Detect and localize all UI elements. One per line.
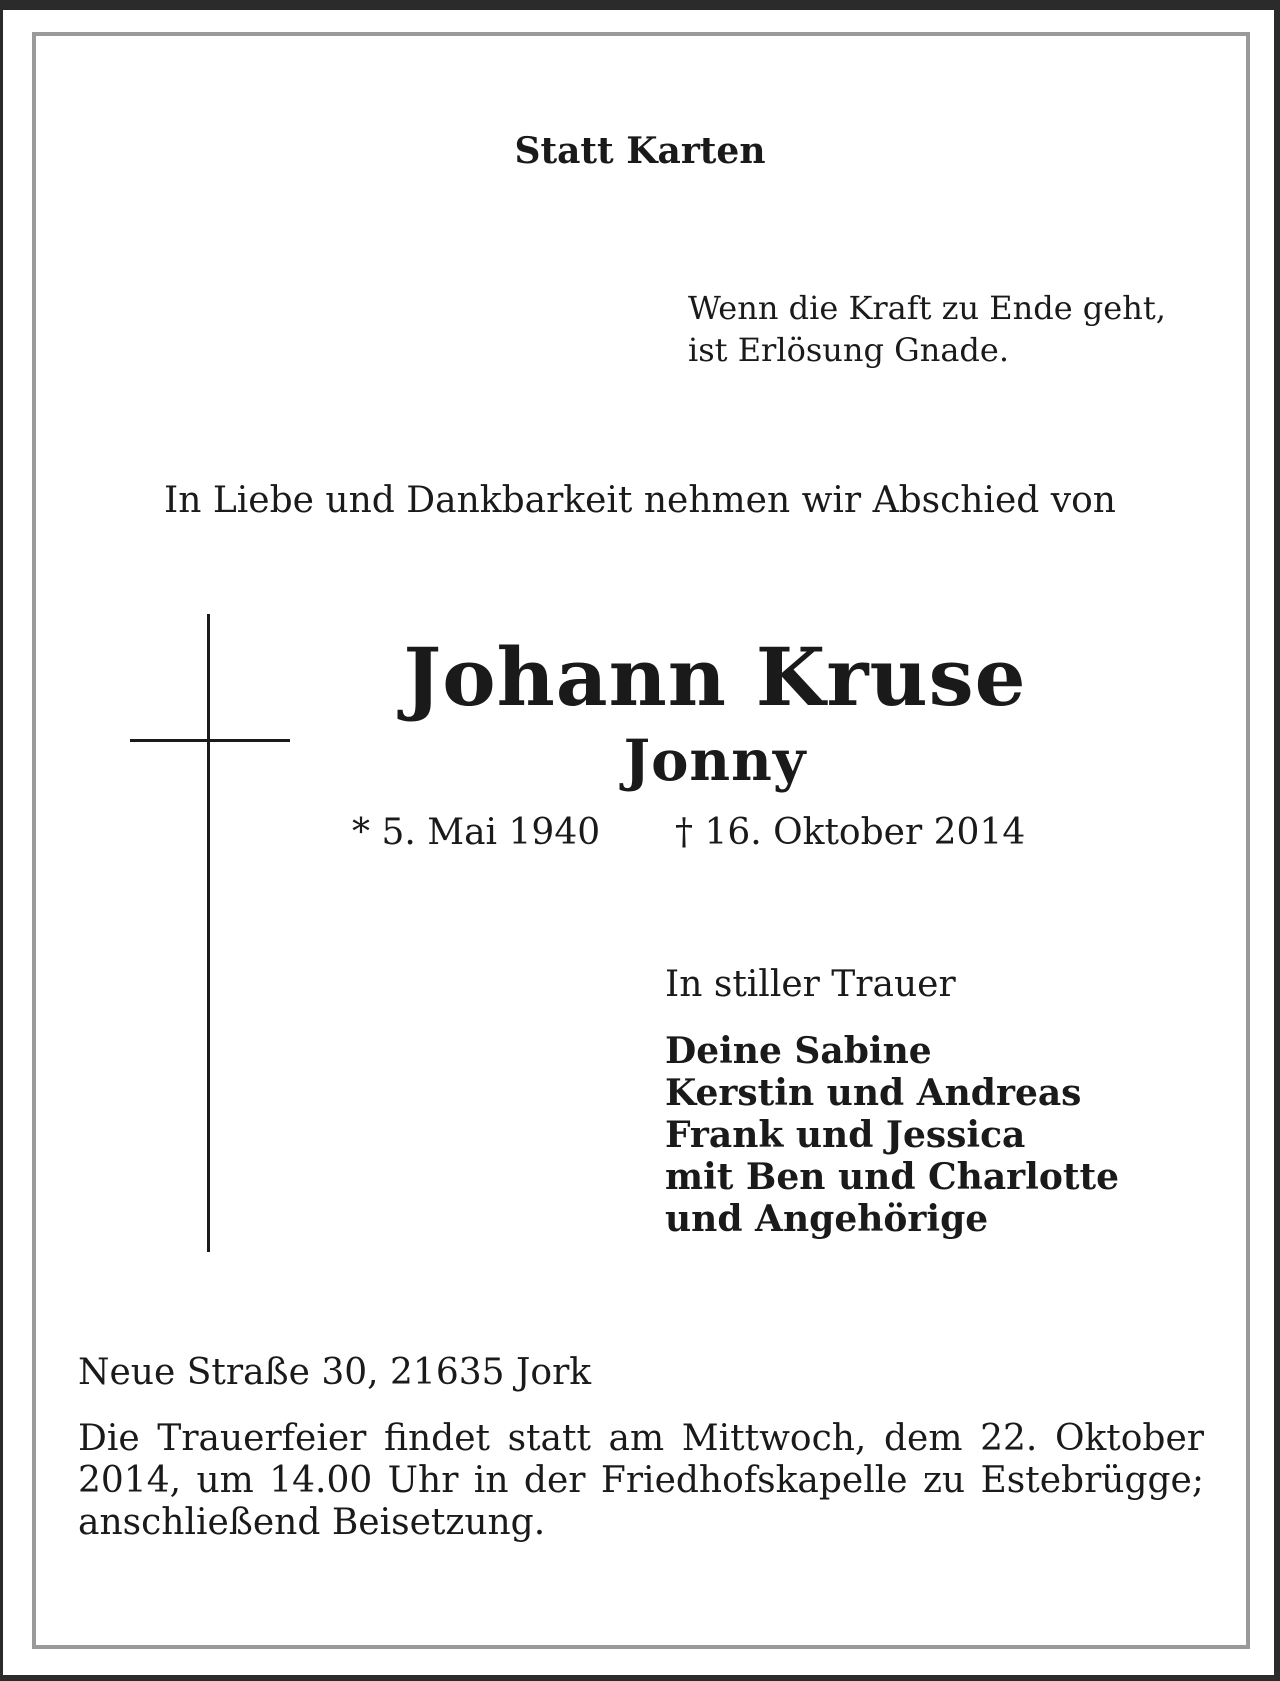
mourner-name: Kerstin und Andreas bbox=[665, 1072, 1082, 1114]
mourner-list bbox=[665, 1030, 1119, 1240]
intro-text: In Liebe und Dankbarkeit nehmen wir Abschied von bbox=[164, 480, 1116, 521]
mourner-name: Frank und Jessica bbox=[665, 1114, 1026, 1156]
deceased-name: Johann Kruse bbox=[403, 630, 1027, 724]
mourner-name: und Angehörige bbox=[665, 1198, 989, 1240]
header-statt-karten: Statt Karten bbox=[514, 130, 766, 172]
motto-line-2: ist Erlösung Gnade. bbox=[688, 331, 1009, 369]
address: Neue Straße 30, 21635 Jork bbox=[78, 1352, 592, 1393]
mourner-name: Deine Sabine bbox=[665, 1030, 932, 1072]
birth-date: * 5. Mai 1940 bbox=[352, 812, 601, 853]
ceremony-info: Die Trauerfeier findet statt am Mittwoch, dem 22. Oktober 2014, um 14.00 Uhr in der Friedhofskapelle zu Estebrügge; anschließend Beisetzung. bbox=[78, 1418, 1204, 1543]
mourner-name: mit Ben und Charlotte bbox=[665, 1156, 1119, 1198]
motto-quote bbox=[688, 287, 1166, 371]
motto-line-1: Wenn die Kraft zu Ende geht, bbox=[688, 289, 1166, 327]
deceased-nickname: Jonny bbox=[623, 728, 807, 794]
death-date: † 16. Oktober 2014 bbox=[675, 812, 1026, 853]
mourning-label: In stiller Trauer bbox=[665, 964, 956, 1005]
